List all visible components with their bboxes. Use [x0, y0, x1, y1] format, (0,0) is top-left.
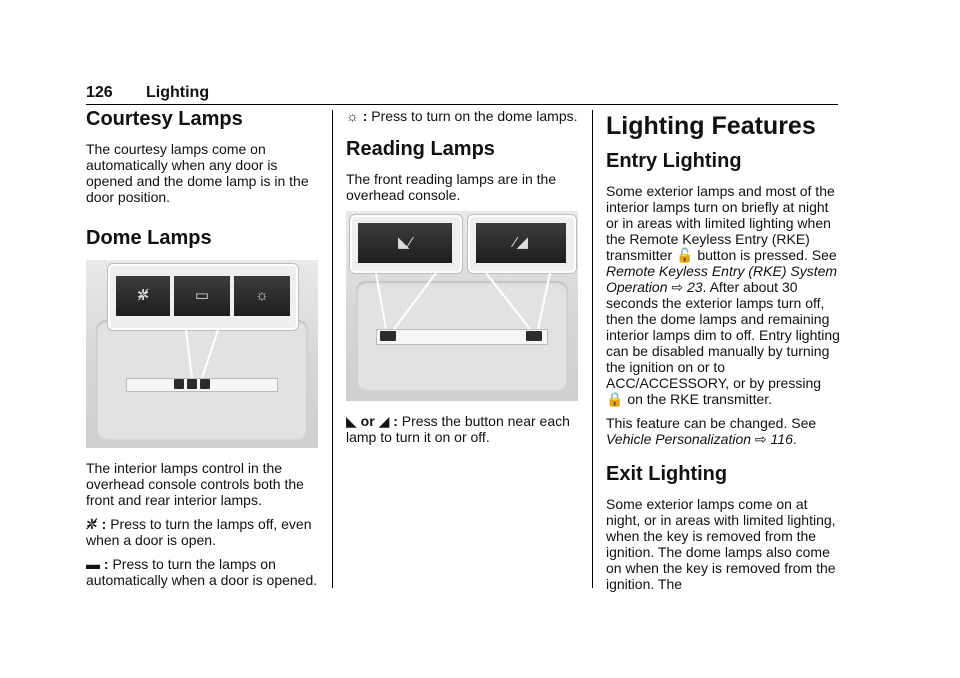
rke-unlock-icon: 🔓 — [676, 247, 694, 263]
column-divider-2 — [592, 110, 593, 588]
entry-lighting-text: Some exterior lamps and most of the interior lamps turn on briefly at night or in areas with limited lighting when the Remote Keyless Entry (RKE) transmitter 🔓 button is pressed. See Remote Keyless Entry (RKE) System Operation ⇨ 23. After about 30 seconds the exterior lamps turn off, then the dome lamps and remaining interior lamps dim to off. Entry lighting can be disabled manually by turning the ignition on or to ACC/ACCESSORY, or by pressing 🔒 on the RKE transmitter. — [606, 183, 840, 407]
lighting-features-heading: Lighting Features — [606, 112, 816, 140]
lamp-off-description: ✲̸ : Press to turn the lamps off, even when a door is open. — [86, 516, 312, 548]
lamp-off-icon: ✲̸ — [116, 276, 170, 316]
right-reading-lamp-icon: ⁄◢ — [476, 223, 566, 263]
entry-lighting-heading: Entry Lighting — [606, 150, 742, 172]
callout-lines — [86, 260, 318, 448]
entry-lighting-customize: This feature can be changed. See Vehicle Personalization ⇨ 116. — [606, 415, 817, 447]
vehicle-personalization-link[interactable]: Vehicle Personalization — [606, 431, 752, 447]
reading-lamp-right-inline-icon: ◢ — [378, 413, 390, 429]
lamp-on-inline-icon: ☼ — [346, 108, 359, 124]
page-number: 126 — [86, 84, 113, 101]
exit-lighting-text: Some exterior lamps come on at night, or in areas with limited lighting, when the key is removed from the ignition. The dome lamps also come on when the key is removed from the ignition. The — [606, 496, 836, 592]
door-inline-icon: ▬ — [86, 556, 100, 572]
column-divider-1 — [332, 110, 333, 588]
callout-lines — [346, 211, 578, 401]
dome-lamps-heading: Dome Lamps — [86, 227, 212, 249]
reading-lamps-figure — [346, 211, 578, 401]
reading-lamp-left-inline-icon: ◣ — [346, 413, 357, 429]
door-icon: ▭ — [174, 276, 230, 316]
reading-button-description: ◣ or ◢ : Press the button near each lamp to turn it on or off. — [346, 413, 570, 445]
page-header — [86, 84, 838, 105]
column-1 — [86, 108, 322, 596]
door-description: ▬ : Press to turn the lamps on automatically when a door is opened. — [86, 556, 318, 588]
section-title: Lighting — [146, 84, 210, 101]
lamp-on-description: ☼ : Press to turn on the dome lamps. — [346, 108, 578, 124]
left-reading-lamp-icon: ◣⁄ — [358, 223, 452, 263]
courtesy-lamps-heading: Courtesy Lamps — [86, 108, 243, 130]
ref-arrow-icon: ⇨ — [754, 431, 767, 447]
column-3 — [606, 108, 842, 600]
rke-reference-link[interactable]: Remote Keyless Entry (RKE) System Operation — [606, 263, 838, 295]
reading-lamps-heading: Reading Lamps — [346, 138, 495, 160]
dome-lamps-figure — [86, 260, 318, 448]
lamp-on-icon: ☼ — [234, 276, 290, 316]
ref-arrow-icon: ⇨ — [671, 279, 684, 295]
dome-lamps-intro: The interior lamps control in the overhead console controls both the front and rear interior lamps. — [86, 460, 304, 508]
exit-lighting-heading: Exit Lighting — [606, 463, 728, 485]
reading-lamps-text: The front reading lamps are in the overhead console. — [346, 171, 557, 203]
courtesy-lamps-text: The courtesy lamps come on automatically when any door is opened and the dome lamp is in the door position. — [86, 141, 309, 205]
rke-lock-icon: 🔒 — [606, 391, 624, 407]
column-2 — [346, 108, 582, 453]
lamp-off-inline-icon: ✲̸ — [86, 516, 98, 532]
